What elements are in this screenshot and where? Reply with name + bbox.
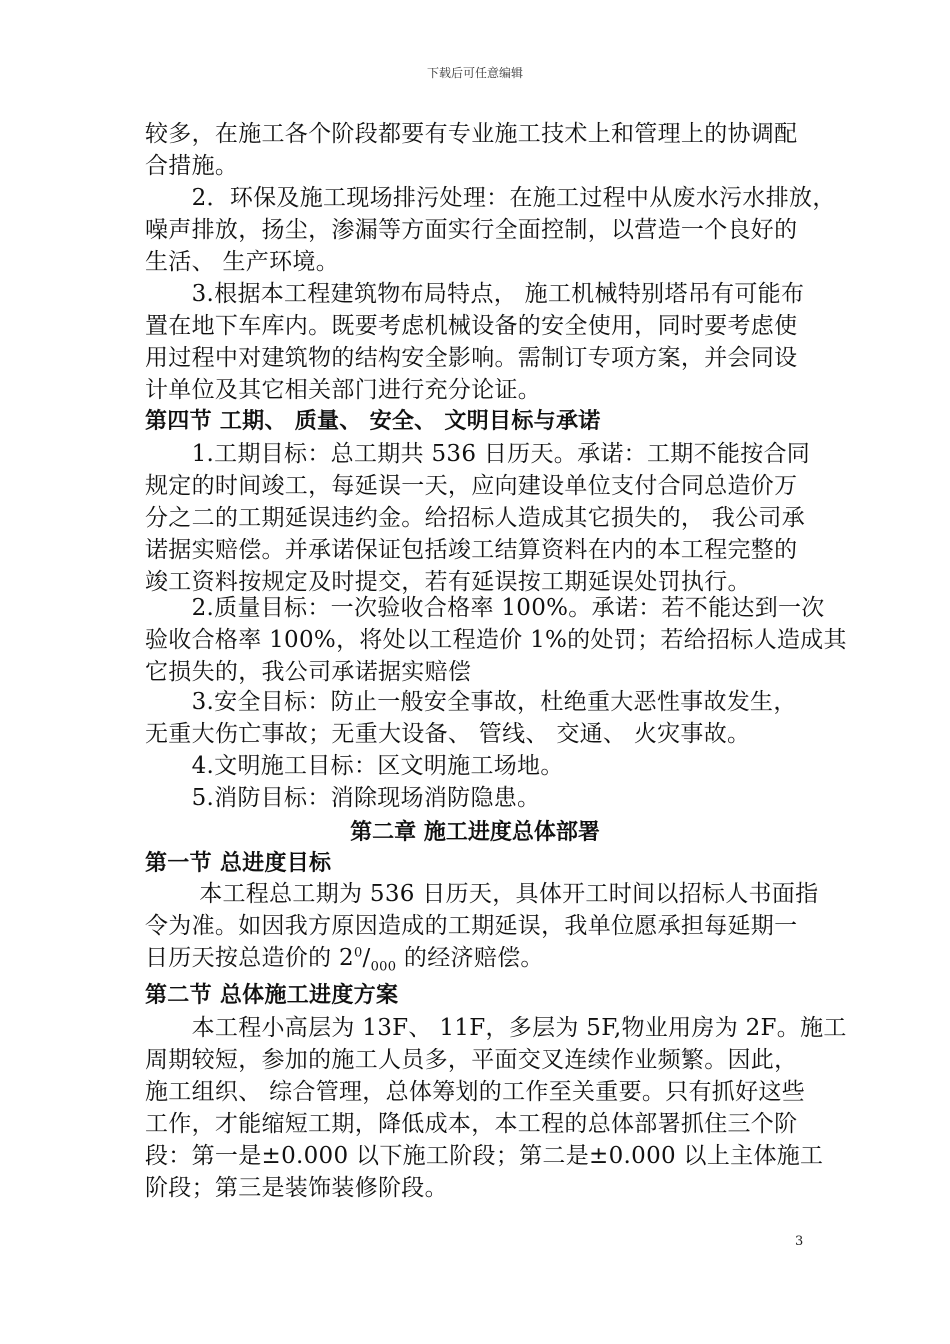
body-line: 阶段；第三是装饰装修阶段。 (145, 1175, 448, 1201)
body-line: 2．环保及施工现场排污处理：在施工过程中从废水污水排放， (145, 185, 836, 211)
body-line: 5.消防目标：消除现场消防隐患。 (145, 785, 541, 811)
section-heading: 第二节 总体施工进度方案 (145, 983, 399, 1008)
body-line: 它损失的，我公司承诺据实赔偿 (145, 659, 472, 685)
superscript: 0 (353, 945, 363, 961)
body-line: 诺据实赔偿。并承诺保证包括竣工结算资料在内的本工程完整的 (145, 537, 798, 563)
body-line: 周期较短，参加的施工人员多，平面交叉连续作业频繁。因此， (145, 1047, 798, 1073)
body-line: 规定的时间竣工，每延误一天，应向建设单位支付合同总造价万 (145, 473, 798, 499)
body-line: 合措施。 (145, 153, 239, 179)
body-line: 用过程中对建筑物的结构安全影响。需制订专项方案，并会同设 (145, 345, 798, 371)
section-heading: 第四节 工期、 质量、 安全、 文明目标与承诺 (145, 409, 601, 434)
body-line: 3.根据本工程建筑物布局特点， 施工机械特别塔吊有可能布 (145, 281, 805, 307)
text-span: 日历天按总造价的 2 (145, 945, 354, 971)
body-line: 验收合格率 100%，将处以工程造价 1%的处罚；若给招标人造成其 (145, 627, 847, 653)
chapter-heading: 第二章 施工进度总体部署 (350, 820, 600, 845)
body-line: 较多，在施工各个阶段都要有专业施工技术上和管理上的协调配 (145, 121, 798, 147)
body-line: 1.工期目标：总工期共 536 日历天。承诺：工期不能按合同 (145, 441, 811, 467)
section-heading: 第一节 总进度目标 (145, 851, 332, 876)
body-line: 竣工资料按规定及时提交，若有延误按工期延误处罚执行。 (145, 569, 751, 595)
body-line: 生活、 生产环境。 (145, 249, 340, 275)
body-line: 段：第一是±0.000 以下施工阶段；第二是±0.000 以上主体施工 (145, 1143, 824, 1169)
body-line: 无重大伤亡事故；无重大设备、 管线、 交通、 火灾事故。 (145, 721, 751, 747)
body-line: 施工组织、 综合管理，总体筹划的工作至关重要。只有抓好这些 (145, 1079, 806, 1105)
body-line: 令为准。如因我方原因造成的工期延误，我单位愿承担每延期一 (145, 913, 798, 939)
page-number: 3 (795, 1234, 804, 1249)
body-line: 工作，才能缩短工期，降低成本，本工程的总体部署抓住三个阶 (145, 1111, 798, 1137)
body-line (145, 942, 544, 974)
body-line: 4.文明施工目标：区文明施工场地。 (145, 753, 564, 779)
slash: / (362, 945, 371, 971)
subscript: 000 (370, 959, 397, 975)
body-line: 本工程总工期为 536 日历天，具体开工时间以招标人书面指 (145, 881, 819, 907)
text-span: 的经济赔偿。 (396, 945, 544, 971)
body-line: 计单位及其它相关部门进行充分论证。 (145, 377, 542, 403)
body-line: 分之二的工期延误违约金。给招标人造成其它损失的， 我公司承 (145, 505, 806, 531)
body-line: 置在地下车库内。既要考虑机械设备的安全使用，同时要考虑使 (145, 313, 798, 339)
body-line: 3.安全目标：防止一般安全事故，杜绝重大恶性事故发生， (145, 689, 797, 715)
body-line: 2.质量目标：一次验收合格率 100%。承诺：若不能达到一次 (145, 595, 825, 621)
page-header: 下载后可任意编辑 (426, 66, 523, 80)
body-line: 噪声排放，扬尘，渗漏等方面实行全面控制，以营造一个良好的 (145, 217, 798, 243)
body-line: 本工程小高层为 13F、 11F，多层为 5F,物业用房为 2F。施工 (145, 1015, 847, 1041)
